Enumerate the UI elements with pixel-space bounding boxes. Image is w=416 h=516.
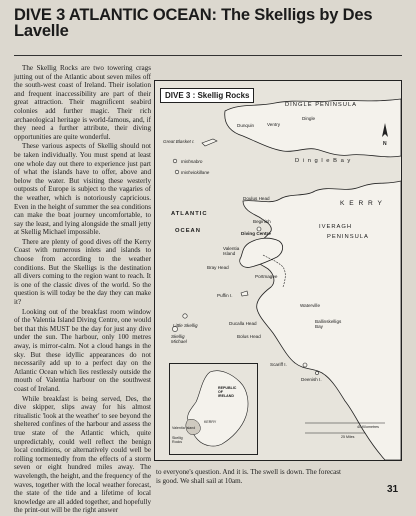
scariff-island: [303, 363, 307, 367]
paragraph-2: These various aspects of Skellig should not be taken individually. You must spend at least one whole day out there to experience just part of what the islands have to offer, above and below the water. But visiting these westerly outposts of Europe is subject to the vagaries of the weather, which is notoriously capricious. Even in the height of summer the sea conditions can make the boat journey uncomfortable, to say the least, and lying alongside the small jetty at Skellig Michael impossible.: [14, 142, 151, 237]
label-atlantic: ATLANTIC: [171, 211, 208, 217]
ireland-outline: [188, 371, 248, 446]
label-dunquin: Dunquin: [237, 123, 255, 128]
great-blasket-island: [202, 139, 217, 146]
label-iveragh: IVERAGH: [319, 224, 353, 230]
inset-label-republic-of-ireland: REPUBLIC OF IRELAND: [218, 386, 237, 398]
label-peninsula: PENINSULA: [327, 234, 369, 240]
label-beginish: Beginish: [253, 219, 271, 224]
inset-label-skellig-rocks: Skellig Rocks: [172, 436, 183, 444]
label-kerry: K E R R Y: [340, 200, 384, 207]
label-scariff: Scariff I.: [270, 362, 287, 367]
label-dingle: Dingle: [302, 116, 316, 121]
label-inishvickillane: Inishvickillane: [181, 170, 210, 175]
scale-label-km: 40 Kilometres: [357, 425, 379, 429]
label-bray-head: Bray Head: [207, 265, 229, 270]
little-skellig-rock: [183, 314, 187, 318]
label-dingle-bay: D i n g l e B a y: [295, 158, 352, 164]
label-ocean: OCEAN: [175, 228, 201, 234]
article-body-column: [14, 64, 151, 516]
page-number: 31: [387, 484, 399, 495]
title-rule: [14, 55, 402, 56]
deenish-island: [315, 371, 318, 374]
label-inishnabro: Inishnabro: [181, 159, 203, 164]
inset-label-kerry: KERRY: [204, 420, 217, 424]
label-deenish: Deenish I.: [301, 377, 322, 382]
paragraph-5: While breakfast is being served, Des, the dive skipper, slips away for his almost ritualistic 'look at the weather' to see beyond the sheltered confines of the harbour and assess the true state of the Atlantic which, quite unpredictably, could well reflect the benign local conditions, or alternatively could well be rolling tormentedly from the effects of a storm seven or eight hundred miles away. The wavelength, the height, and the frequency of the waves, together with the local weather forecast, the state of the tide and a lifetime of local knowledge are all added together, and hopefully the print-out will be the right answer: [14, 394, 151, 515]
label-little-skellig: Little Skellig: [173, 323, 198, 328]
skellig-map: [154, 80, 402, 461]
label-valentia-island: Valentia Island: [223, 246, 240, 256]
label-dingle-peninsula: DINGLE PENINSULA: [285, 102, 358, 108]
label-portmagee: Portmagee: [255, 274, 278, 279]
label-skellig-michael: Skellig Michael: [171, 334, 187, 344]
label-ducalla-head: Ducalla Head: [229, 321, 257, 326]
puffin-island: [241, 291, 248, 296]
label-doulus-head: Doulus Head: [243, 196, 270, 201]
inset-drawing: [170, 364, 257, 454]
inishvickillane-island: [175, 170, 179, 174]
label-ventry: Ventry: [267, 122, 281, 127]
label-great-blasket: Great Blasket I.: [163, 139, 195, 144]
label-waterville: Waterville: [300, 303, 320, 308]
inishnabro-island: [173, 159, 177, 163]
inset-label-valentia-island: Valentia Island: [172, 426, 196, 430]
ireland-inset-map: [169, 363, 258, 455]
paragraph-1: The Skellig Rocks are two towering crags jutting out of the Atlantic about seven miles off the south-west coast of Ireland. Their isolation and frequent inaccessibility are part of their great attraction. Their magnificent seabird colonies add further magic. Their rich archaeological heritage is world-famous, and, if they need a further attribute, their diving opportunities are quite wonderful.: [14, 64, 151, 141]
paragraph-3: There are plenty of good dives off the Kerry Coast with numerous inlets and islands to choose from according to the weather conditions. But the Skelligs is the destination all divers coming to the region want to reach. It is one of the classic dives of the world. So the question is will today be the day they can make it?: [14, 237, 151, 307]
map-title: DIVE 3 : Skellig Rocks: [160, 88, 254, 103]
scale-label-miles: 25 Miles: [341, 435, 355, 439]
label-north: N: [383, 141, 387, 147]
label-puffin-island: Puffin I.: [217, 293, 233, 298]
paragraph-4: Looking out of the breakfast room window of the Valentia Island Diving Centre, one would bet that this MUST be the day for just any dive under the sun. The harbour, only 100 metres away, is mirror-calm. Not a cloud hangs in the sky. But these idyllic appearances do not necessarily add up to a perfect day on the Atlantic Ocean which lies restlessly outside the mouth of Valentia harbour on the southwest coast of Ireland.: [14, 307, 151, 393]
label-bolus-head: Bolus Head: [237, 334, 261, 339]
label-ballinskelligs-bay: Ballinskelligs Bay: [315, 319, 342, 329]
label-diving-centre: Diving Centre: [241, 231, 271, 236]
article-continuation: to everyone's question. And it is. The swell is down. The forecast is good. We shall sail at 10am.: [156, 468, 341, 485]
article-title: DIVE 3 ATLANTIC OCEAN: The Skelligs by Des Lavelle: [14, 6, 373, 40]
